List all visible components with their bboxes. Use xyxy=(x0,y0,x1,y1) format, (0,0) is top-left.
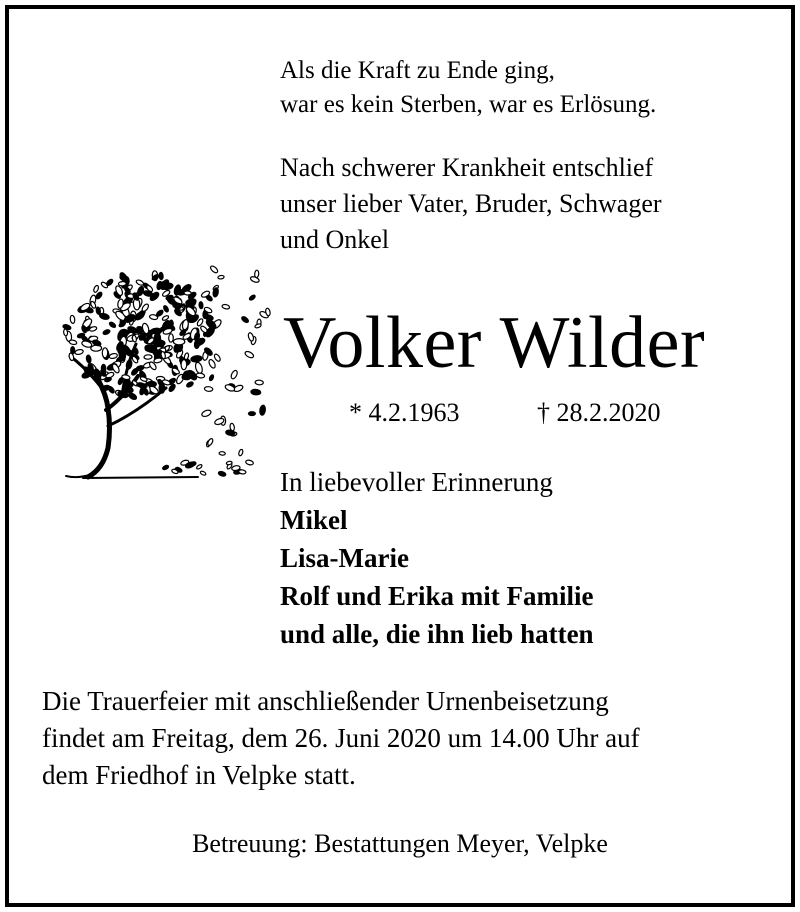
leaf-icon xyxy=(248,412,255,416)
leaf-icon xyxy=(255,380,264,385)
tree-canopy xyxy=(62,271,222,401)
leaf-icon xyxy=(70,315,75,324)
leaf-icon xyxy=(101,364,106,372)
service-details xyxy=(42,683,640,794)
leaf-icon xyxy=(218,275,225,279)
leaf-icon xyxy=(196,373,205,379)
service-line-2: findet am Freitag, dem 26. Juni 2020 um 14.00 Uhr auf xyxy=(42,723,640,753)
leaf-icon xyxy=(174,345,178,353)
leaf-icon xyxy=(238,469,246,474)
leaf-icon xyxy=(109,353,118,359)
leaf-icon xyxy=(134,310,146,321)
leaf-icon xyxy=(200,470,207,475)
intro-line-2: unser lieber Vater, Bruder, Schwager xyxy=(280,189,662,218)
mourners xyxy=(280,463,594,653)
leaf-icon xyxy=(238,449,244,456)
leaf-icon xyxy=(184,291,191,295)
leaf-icon xyxy=(259,405,266,416)
mourners-heading: In liebevoller Erinnerung xyxy=(280,467,553,497)
intro-text xyxy=(280,150,662,258)
leaf-icon xyxy=(102,348,108,358)
leaf-icon xyxy=(230,369,239,379)
leaf-icon xyxy=(156,309,165,317)
leaf-icon xyxy=(207,438,214,446)
leaf-icon xyxy=(209,374,215,381)
leaf-icon xyxy=(106,278,114,286)
verse-line-1: Als die Kraft zu Ende ging, xyxy=(280,57,555,84)
leaf-icon xyxy=(218,471,226,477)
leaf-icon xyxy=(219,451,225,455)
leaf-icon xyxy=(141,303,150,312)
verse xyxy=(280,54,656,122)
leaf-icon xyxy=(213,353,221,362)
leaf-icon xyxy=(186,381,194,388)
leaf-icon xyxy=(194,362,203,375)
leaf-icon xyxy=(201,409,212,418)
leaf-icon xyxy=(254,323,261,328)
intro-line-1: Nach schwerer Krankheit entschlief xyxy=(280,153,654,182)
leaf-icon xyxy=(118,281,126,286)
leaf-icon xyxy=(209,265,218,274)
leaf-icon xyxy=(119,274,129,282)
leaf-icon xyxy=(173,339,184,345)
leaf-icon xyxy=(226,461,232,465)
leaf-icon xyxy=(169,334,174,342)
leaf-icon xyxy=(93,285,99,293)
leaf-icon xyxy=(182,375,191,380)
leaf-icon xyxy=(247,332,254,342)
leaf-icon xyxy=(159,272,164,280)
funeral-home: Betreuung: Bestattungen Meyer, Velpke xyxy=(192,829,608,858)
leaf-icon xyxy=(204,386,213,391)
leaf-icon xyxy=(127,392,137,401)
leaf-icon xyxy=(139,384,147,389)
leaf-icon xyxy=(119,349,126,361)
leaf-icon xyxy=(204,325,216,338)
leaf-icon xyxy=(222,304,230,310)
mourner-name: Lisa-Marie xyxy=(280,543,409,573)
leaf-icon xyxy=(181,360,187,370)
leaf-icon xyxy=(245,459,254,465)
deceased-name: Volker Wilder xyxy=(283,302,706,384)
leaf-icon xyxy=(74,349,83,355)
leaf-icon xyxy=(241,316,250,324)
mourner-name: Mikel xyxy=(280,505,348,535)
leaf-icon xyxy=(254,270,259,278)
leaf-icon xyxy=(135,279,144,286)
leaf-icon xyxy=(208,359,217,369)
leaf-icon xyxy=(86,355,92,364)
leaf-icon xyxy=(199,302,204,309)
intro-line-3: und Onkel xyxy=(280,225,390,254)
leaf-icon xyxy=(136,365,145,372)
tree-illustration xyxy=(48,248,278,483)
leaf-icon xyxy=(159,383,165,393)
leaf-icon xyxy=(126,359,133,369)
leaf-icon xyxy=(173,303,182,308)
leaf-icon xyxy=(251,389,261,395)
verse-line-2: war es kein Sterben, war es Erlösung. xyxy=(280,91,657,118)
leaf-icon xyxy=(71,347,75,354)
leaf-icon xyxy=(162,465,169,471)
leaf-icon xyxy=(244,350,254,359)
mourner-name: Rolf und Erika mit Familie xyxy=(280,581,594,611)
leaf-icon xyxy=(225,430,235,436)
leaf-icon xyxy=(102,329,110,335)
leaf-icon xyxy=(144,355,152,360)
service-line-3: dem Friedhof in Velpke statt. xyxy=(42,760,356,790)
mourner-name: und alle, die ihn lieb hatten xyxy=(280,619,594,649)
leaf-icon xyxy=(196,464,203,470)
death-date: † 28.2.2020 xyxy=(537,398,661,427)
leaf-icon xyxy=(69,339,77,345)
service-line-1: Die Trauerfeier mit anschließender Urnenbeisetzung xyxy=(42,686,609,716)
birth-date: * 4.2.1963 xyxy=(349,398,460,427)
leaf-icon xyxy=(191,355,203,362)
leaf-icon xyxy=(109,321,117,328)
leaf-icon xyxy=(249,294,256,301)
